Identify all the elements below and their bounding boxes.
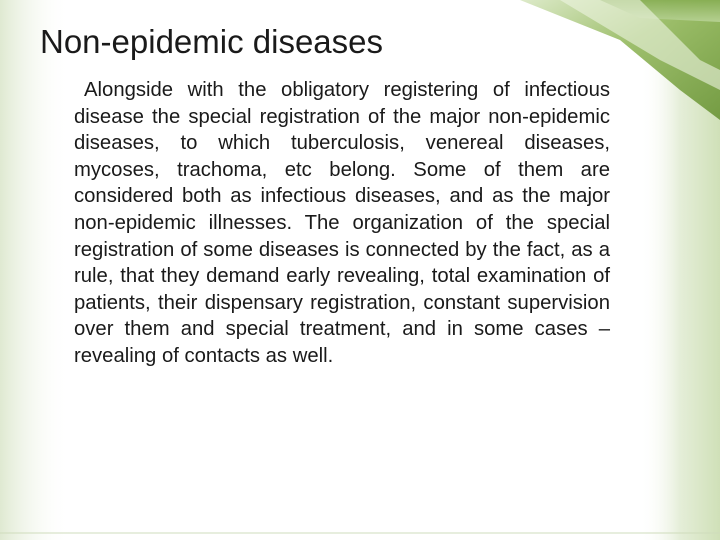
slide-body-text: Alongside with the obligatory registering of infectious disease the special registration of the major non-epidemic diseases, to which tuberculosis, venereal diseases, mycoses, trachoma, etc belong. Some of them are considered both as infectious diseases, and as the major non-epidemic illnesses. The organization of the special registration of some diseases is connected by the fact, as a rule, that they demand early revealing, total examination of patients, their dispensary registration, constant supervision over them and special treatment, and in some cases – revealing of contacts as well. [74,79,610,367]
left-edge-glow [0,0,70,540]
slide-title: Non-epidemic diseases [40,23,384,60]
